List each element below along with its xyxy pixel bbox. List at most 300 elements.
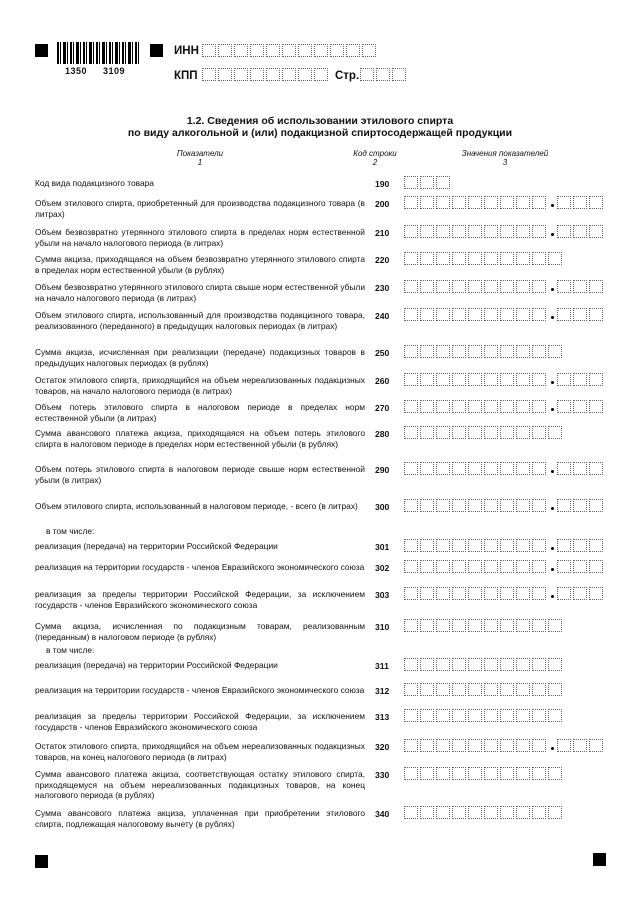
digit-cell[interactable] [484,252,498,265]
digit-cell[interactable] [436,499,450,512]
digit-cell[interactable] [404,499,418,512]
digit-cell[interactable] [500,462,514,475]
digit-cell[interactable] [420,176,434,189]
value-field-303[interactable] [404,587,548,600]
digit-cell[interactable] [532,658,546,671]
digit-cell[interactable] [532,560,546,573]
digit-cell[interactable] [468,196,482,209]
digit-cell[interactable] [500,373,514,386]
digit-cell[interactable] [452,767,466,780]
digit-cell[interactable] [516,619,530,632]
digit-cell[interactable] [420,560,434,573]
value-field-200[interactable] [404,196,548,209]
digit-cell[interactable] [468,280,482,293]
digit-cell[interactable] [484,196,498,209]
digit-cell[interactable] [250,68,264,81]
digit-cell[interactable] [589,739,603,752]
digit-cell[interactable] [452,499,466,512]
value-fraction-field-200[interactable] [557,196,605,209]
digit-cell[interactable] [452,806,466,819]
digit-cell[interactable] [314,68,328,81]
digit-cell[interactable] [516,767,530,780]
digit-cell[interactable] [548,619,562,632]
digit-cell[interactable] [468,225,482,238]
digit-cell[interactable] [452,619,466,632]
digit-cell[interactable] [500,539,514,552]
digit-cell[interactable] [557,196,571,209]
digit-cell[interactable] [468,400,482,413]
digit-cell[interactable] [420,280,434,293]
digit-cell[interactable] [484,280,498,293]
digit-cell[interactable] [468,539,482,552]
digit-cell[interactable] [532,739,546,752]
digit-cell[interactable] [404,196,418,209]
value-fraction-field-260[interactable] [557,373,605,386]
digit-cell[interactable] [266,68,280,81]
digit-cell[interactable] [436,539,450,552]
digit-cell[interactable] [516,426,530,439]
digit-cell[interactable] [589,539,603,552]
digit-cell[interactable] [573,373,587,386]
digit-cell[interactable] [404,806,418,819]
digit-cell[interactable] [404,683,418,696]
digit-cell[interactable] [420,739,434,752]
digit-cell[interactable] [452,280,466,293]
value-field-230[interactable] [404,280,548,293]
digit-cell[interactable] [266,44,280,57]
digit-cell[interactable] [234,68,248,81]
digit-cell[interactable] [484,806,498,819]
digit-cell[interactable] [468,252,482,265]
value-field-311[interactable] [404,658,564,671]
digit-cell[interactable] [589,400,603,413]
digit-cell[interactable] [282,44,296,57]
value-field-310[interactable] [404,619,564,632]
digit-cell[interactable] [532,683,546,696]
digit-cell[interactable] [360,68,374,81]
digit-cell[interactable] [516,252,530,265]
digit-cell[interactable] [452,345,466,358]
digit-cell[interactable] [452,587,466,600]
digit-cell[interactable] [589,499,603,512]
digit-cell[interactable] [436,587,450,600]
digit-cell[interactable] [436,739,450,752]
digit-cell[interactable] [573,560,587,573]
digit-cell[interactable] [392,68,406,81]
digit-cell[interactable] [484,499,498,512]
value-field-330[interactable] [404,767,564,780]
digit-cell[interactable] [420,658,434,671]
digit-cell[interactable] [532,619,546,632]
digit-cell[interactable] [500,619,514,632]
digit-cell[interactable] [532,280,546,293]
digit-cell[interactable] [516,373,530,386]
row-label-302: реализация на территории государств - членов Евразийского экономического союза [35,562,365,572]
digit-cell[interactable] [500,196,514,209]
digit-cell[interactable] [516,806,530,819]
digit-cell[interactable] [573,308,587,321]
digit-cell[interactable] [420,225,434,238]
value-fraction-field-303[interactable] [557,587,605,600]
value-field-302[interactable] [404,560,548,573]
digit-cell[interactable] [298,44,312,57]
digit-cell[interactable] [484,400,498,413]
value-field-210[interactable] [404,225,548,238]
value-field-270[interactable] [404,400,548,413]
digit-cell[interactable] [557,373,571,386]
digit-cell[interactable] [468,767,482,780]
digit-cell[interactable] [314,44,328,57]
digit-cell[interactable] [420,767,434,780]
digit-cell[interactable] [404,373,418,386]
digit-cell[interactable] [573,225,587,238]
digit-cell[interactable] [548,658,562,671]
value-field-190[interactable] [404,176,452,189]
digit-cell[interactable] [500,308,514,321]
digit-cell[interactable] [516,462,530,475]
digit-cell[interactable] [548,806,562,819]
digit-cell[interactable] [557,225,571,238]
digit-cell[interactable] [404,400,418,413]
digit-cell[interactable] [548,426,562,439]
digit-cell[interactable] [436,767,450,780]
digit-cell[interactable] [436,308,450,321]
digit-cell[interactable] [484,225,498,238]
digit-cell[interactable] [548,709,562,722]
digit-cell[interactable] [516,709,530,722]
digit-cell[interactable] [452,373,466,386]
digit-cell[interactable] [532,462,546,475]
digit-cell[interactable] [500,499,514,512]
digit-cell[interactable] [532,196,546,209]
digit-cell[interactable] [452,683,466,696]
digit-cell[interactable] [500,767,514,780]
digit-cell[interactable] [218,44,232,57]
value-field-280[interactable] [404,426,564,439]
digit-cell[interactable] [420,539,434,552]
digit-cell[interactable] [557,462,571,475]
kpp-field[interactable] [202,68,330,81]
digit-cell[interactable] [573,539,587,552]
digit-cell[interactable] [573,400,587,413]
digit-cell[interactable] [484,426,498,439]
digit-cell[interactable] [516,345,530,358]
digit-cell[interactable] [452,658,466,671]
value-field-240[interactable] [404,308,548,321]
digit-cell[interactable] [404,426,418,439]
digit-cell[interactable] [404,619,418,632]
digit-cell[interactable] [404,709,418,722]
digit-cell[interactable] [573,499,587,512]
digit-cell[interactable] [516,587,530,600]
digit-cell[interactable] [500,709,514,722]
digit-cell[interactable] [436,619,450,632]
digit-cell[interactable] [420,709,434,722]
row-code-230: 230 [375,283,390,293]
digit-cell[interactable] [436,225,450,238]
digit-cell[interactable] [420,462,434,475]
digit-cell[interactable] [452,739,466,752]
digit-cell[interactable] [420,252,434,265]
digit-cell[interactable] [468,619,482,632]
value-fraction-field-230[interactable] [557,280,605,293]
digit-cell[interactable] [516,280,530,293]
value-field-340[interactable] [404,806,564,819]
digit-cell[interactable] [484,560,498,573]
digit-cell[interactable] [484,587,498,600]
digit-cell[interactable] [516,400,530,413]
digit-cell[interactable] [436,176,450,189]
digit-cell[interactable] [532,308,546,321]
digit-cell[interactable] [468,587,482,600]
digit-cell[interactable] [468,560,482,573]
value-field-312[interactable] [404,683,564,696]
digit-cell[interactable] [557,539,571,552]
value-fraction-field-290[interactable] [557,462,605,475]
digit-cell[interactable] [532,767,546,780]
digit-cell[interactable] [404,587,418,600]
digit-cell[interactable] [484,683,498,696]
digit-cell[interactable] [452,225,466,238]
digit-cell[interactable] [500,560,514,573]
digit-cell[interactable] [468,426,482,439]
digit-cell[interactable] [282,68,296,81]
digit-cell[interactable] [436,806,450,819]
digit-cell[interactable] [452,400,466,413]
digit-cell[interactable] [452,462,466,475]
digit-cell[interactable] [468,308,482,321]
digit-cell[interactable] [557,308,571,321]
digit-cell[interactable] [404,658,418,671]
digit-cell[interactable] [436,252,450,265]
value-fraction-field-240[interactable] [557,308,605,321]
digit-cell[interactable] [500,806,514,819]
digit-cell[interactable] [404,225,418,238]
digit-cell[interactable] [436,658,450,671]
digit-cell[interactable] [452,308,466,321]
digit-cell[interactable] [589,373,603,386]
value-fraction-field-300[interactable] [557,499,605,512]
digit-cell[interactable] [420,196,434,209]
digit-cell[interactable] [532,426,546,439]
digit-cell[interactable] [589,587,603,600]
digit-cell[interactable] [330,44,344,57]
digit-cell[interactable] [404,345,418,358]
digit-cell[interactable] [420,345,434,358]
digit-cell[interactable] [420,806,434,819]
digit-cell[interactable] [420,499,434,512]
row-code-313: 313 [375,712,390,722]
digit-cell[interactable] [548,252,562,265]
digit-cell[interactable] [202,44,216,57]
digit-cell[interactable] [234,44,248,57]
digit-cell[interactable] [532,252,546,265]
digit-cell[interactable] [404,252,418,265]
digit-cell[interactable] [500,252,514,265]
digit-cell[interactable] [468,345,482,358]
digit-cell[interactable] [500,587,514,600]
value-field-260[interactable] [404,373,548,386]
digit-cell[interactable] [557,587,571,600]
digit-cell[interactable] [420,587,434,600]
digit-cell[interactable] [436,400,450,413]
digit-cell[interactable] [436,683,450,696]
digit-cell[interactable] [468,739,482,752]
digit-cell[interactable] [516,499,530,512]
digit-cell[interactable] [500,658,514,671]
digit-cell[interactable] [484,709,498,722]
digit-cell[interactable] [484,462,498,475]
digit-cell[interactable] [362,44,376,57]
digit-cell[interactable] [420,308,434,321]
digit-cell[interactable] [468,373,482,386]
value-fraction-field-270[interactable] [557,400,605,413]
digit-cell[interactable] [436,462,450,475]
digit-cell[interactable] [589,308,603,321]
digit-cell[interactable] [404,539,418,552]
digit-cell[interactable] [452,196,466,209]
digit-cell[interactable] [573,462,587,475]
digit-cell[interactable] [532,400,546,413]
digit-cell[interactable] [436,280,450,293]
digit-cell[interactable] [557,400,571,413]
value-fraction-field-302[interactable] [557,560,605,573]
digit-cell[interactable] [557,560,571,573]
row-code-340: 340 [375,809,390,819]
value-field-290[interactable] [404,462,548,475]
digit-cell[interactable] [589,560,603,573]
digit-cell[interactable] [500,683,514,696]
digit-cell[interactable] [532,587,546,600]
digit-cell[interactable] [420,683,434,696]
digit-cell[interactable] [532,709,546,722]
value-fraction-field-301[interactable] [557,539,605,552]
digit-cell[interactable] [376,68,390,81]
digit-cell[interactable] [436,709,450,722]
digit-cell[interactable] [484,739,498,752]
digit-cell[interactable] [573,587,587,600]
value-fraction-field-320[interactable] [557,739,605,752]
value-field-313[interactable] [404,709,564,722]
digit-cell[interactable] [516,539,530,552]
digit-cell[interactable] [548,683,562,696]
digit-cell[interactable] [573,196,587,209]
digit-cell[interactable] [573,739,587,752]
digit-cell[interactable] [589,225,603,238]
digit-cell[interactable] [484,308,498,321]
digit-cell[interactable] [532,806,546,819]
digit-cell[interactable] [573,280,587,293]
inn-field[interactable] [202,44,378,57]
digit-cell[interactable] [484,619,498,632]
digit-cell[interactable] [532,345,546,358]
digit-cell[interactable] [202,68,216,81]
digit-cell[interactable] [452,539,466,552]
digit-cell[interactable] [548,767,562,780]
digit-cell[interactable] [484,373,498,386]
digit-cell[interactable] [452,426,466,439]
digit-cell[interactable] [500,400,514,413]
digit-cell[interactable] [420,400,434,413]
digit-cell[interactable] [468,499,482,512]
page-number-field[interactable] [360,68,408,81]
digit-cell[interactable] [404,176,418,189]
digit-cell[interactable] [420,426,434,439]
digit-cell[interactable] [346,44,360,57]
digit-cell[interactable] [532,373,546,386]
digit-cell[interactable] [548,345,562,358]
digit-cell[interactable] [500,225,514,238]
value-field-300[interactable] [404,499,548,512]
digit-cell[interactable] [484,345,498,358]
digit-cell[interactable] [557,499,571,512]
digit-cell[interactable] [468,806,482,819]
digit-cell[interactable] [532,225,546,238]
digit-cell[interactable] [500,345,514,358]
digit-cell[interactable] [420,373,434,386]
digit-cell[interactable] [516,739,530,752]
digit-cell[interactable] [516,560,530,573]
digit-cell[interactable] [468,658,482,671]
value-field-250[interactable] [404,345,564,358]
digit-cell[interactable] [436,373,450,386]
digit-cell[interactable] [532,499,546,512]
digit-cell[interactable] [468,683,482,696]
digit-cell[interactable] [557,280,571,293]
digit-cell[interactable] [484,658,498,671]
digit-cell[interactable] [420,619,434,632]
digit-cell[interactable] [557,739,571,752]
digit-cell[interactable] [404,462,418,475]
digit-cell[interactable] [436,560,450,573]
digit-cell[interactable] [404,308,418,321]
digit-cell[interactable] [404,560,418,573]
digit-cell[interactable] [500,739,514,752]
digit-cell[interactable] [404,739,418,752]
digit-cell[interactable] [484,767,498,780]
digit-cell[interactable] [484,539,498,552]
digit-cell[interactable] [250,44,264,57]
digit-cell[interactable] [500,426,514,439]
digit-cell[interactable] [404,280,418,293]
digit-cell[interactable] [298,68,312,81]
digit-cell[interactable] [436,426,450,439]
digit-cell[interactable] [452,560,466,573]
digit-cell[interactable] [589,196,603,209]
value-field-301[interactable] [404,539,548,552]
digit-cell[interactable] [500,280,514,293]
digit-cell[interactable] [452,709,466,722]
digit-cell[interactable] [516,658,530,671]
digit-cell[interactable] [516,225,530,238]
value-field-220[interactable] [404,252,564,265]
digit-cell[interactable] [452,252,466,265]
digit-cell[interactable] [589,462,603,475]
digit-cell[interactable] [468,709,482,722]
digit-cell[interactable] [516,308,530,321]
digit-cell[interactable] [404,767,418,780]
digit-cell[interactable] [532,539,546,552]
digit-cell[interactable] [218,68,232,81]
digit-cell[interactable] [516,196,530,209]
value-field-320[interactable] [404,739,548,752]
digit-cell[interactable] [436,196,450,209]
digit-cell[interactable] [589,280,603,293]
digit-cell[interactable] [468,462,482,475]
digit-cell[interactable] [516,683,530,696]
value-fraction-field-210[interactable] [557,225,605,238]
digit-cell[interactable] [436,345,450,358]
